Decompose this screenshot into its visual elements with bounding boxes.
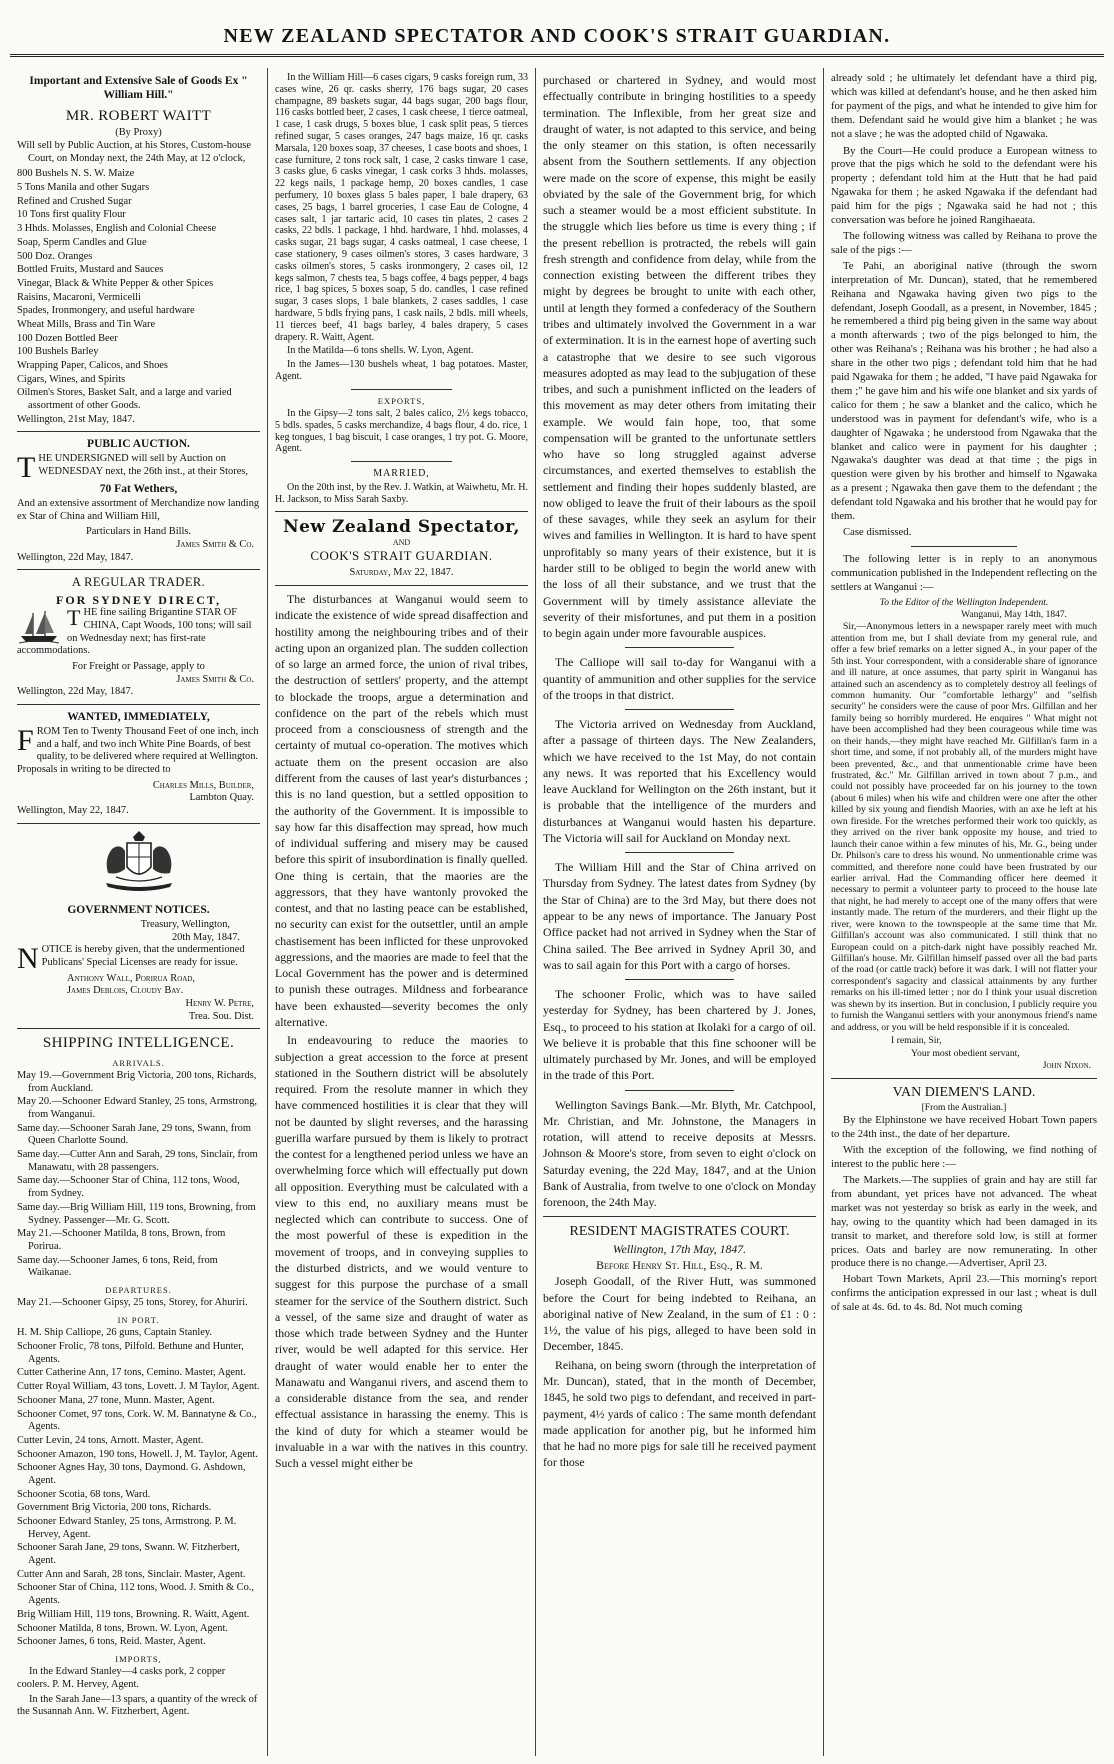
in-port-entry: Schooner Frolic, 78 tons, Pilfold. Bethune and Hunter, Agents. (17, 1341, 244, 1365)
in-port-entry: Schooner Sarah Jane, 29 tons, Swann. W. Fitzherbert, Agent. (17, 1542, 240, 1567)
dropcap: T (67, 605, 81, 631)
ship-icon (17, 609, 61, 645)
news-frolic: The schooner Frolic, which was to have sailed yesterday for Sydney, has been chartered by J. Jones, Esq., to proceed to his station at Ikolaki for a cargo of oil. We believe it is probable that this fine schooner will be ultimately purchased by Mr. Jones, and will be employed in the trade of this Port. (543, 987, 816, 1083)
vdl-from: [From the Australian.] (921, 1103, 1007, 1114)
gov-notices-name: Trea. Sou. Dist. (188, 1010, 254, 1022)
wanted-date: Wellington, May 22, 1847. (17, 805, 129, 817)
column-4 (824, 68, 1104, 1756)
in-port-entry: Cutter Catherine Ann, 17 tons, Cemino. Master, Agent. (17, 1367, 246, 1379)
arrival-entry: Same day.—Schooner Sarah Jane, 29 tons, Swann, from Queen Charlotte Sound. (17, 1122, 251, 1147)
sale-item: Refined and Crushed Sugar (17, 195, 132, 207)
sale-item: Wrapping Paper, Calicos, and Shoes (17, 360, 168, 372)
court-witness: The following witness was called by Reihana to prove the sale of the pigs :— (831, 229, 1097, 256)
court-by-the-court: By the Court—He could produce a European witness to prove that the pigs which he sold to the defendant were his property ; defendant told him at the Hutt that he had paid Ngawaka for them ; he asked Ngawaka if the defendant had paid him for the pigs ; Ngawaka said he had not ; this conversation was before he joined Rangihaeata. (831, 144, 1097, 227)
married-heading: MARRIED, (373, 468, 430, 480)
regular-trader-signature: James Smith & Co. (176, 673, 254, 685)
wanted-signature-2: Lambton Quay. (189, 792, 254, 804)
arrival-entry: Same day.—Schooner James, 6 tons, Reid, from Waikanae. (17, 1254, 218, 1279)
sale-item: Spades, Ironmongery, and useful hardware (17, 305, 195, 317)
divider (625, 852, 734, 853)
vdl-hobart: Hobart Town Markets, April 23.—This morning's report confirms the anticipation expressed in our last ; wheat is dull of sale at 4s. 6d. to 4s. 8d. Not much coming (831, 1273, 1097, 1314)
in-port-entry: Schooner Star of China, 112 tons, Wood. J. Smith & Co., Agents. (17, 1582, 254, 1607)
wanted-signature-1: Charles Mills, Builder, (152, 779, 254, 791)
departure-entry: May 21.—Schooner Gipsy, 25 tons, Storey, for Ahuriri. (17, 1297, 248, 1309)
divider (543, 1216, 816, 1217)
exports-body: In the Gipsy—2 tons salt, 2 bales calico, 2½ kegs tobacco, 5 bdls. spades, 5 casks merchandize, 4 bags flour, 4 do. rice, 1 keg tongues, 1 bag biscuit, 1 case oranges, 1 try pot. G. Moore, Agent. (275, 408, 528, 455)
divider (625, 709, 734, 710)
in-port-entry: Schooner Edward Stanley, 25 tons, Armstrong. P. M. Hervey, Agent. (17, 1516, 237, 1540)
divider (911, 546, 1017, 547)
married-body: On the 20th inst, by the Rev. J. Watkin, at Waiwhetu, Mr. H. H. Jackson, to Miss Sarah Saxby. (275, 482, 528, 506)
paper-date: Saturday, May 22, 1847. (349, 567, 454, 579)
shipping-title: SHIPPING INTELLIGENCE. (42, 1035, 235, 1052)
editorial-paragraph: In endeavouring to reduce the maories to subjection a great accession to the force at present stationed in the Southern district will be absolutely required. From the resolute manner in which they have commenced hostilities it is clear that they will not be daunted by slight reverses, and the harassing guerilla warfare pursued by them is likely to protract the contest for a lengthened period unless we have an overwhelming force which will effectually put down all opposition. Everything must be calculated with a view to this end, no auxiliary means must be neglected which can contribute to success. One of the most powerful of these is expedition in the movement of troops, and in conveying supplies to the disturbed districts, and we would venture to suggest for this purpose the purchase of a small steamer for the service of the Southern district. Such a vessel, of the same size and draught of water as those which trade between Sydney and the Hunter river, would be well adapted for this service. Her draught of water would enable her to enter the Manawatu and Wanganui rivers, and ascend them to a considerable distance from the sea, and render effectual assistance in harassing the enemy. This is the kind of duty for which a steamer would be invaluable in a war with the natives in this country. Such a vessel might either be (275, 1033, 528, 1471)
columns (10, 68, 1104, 1756)
imports-heading: IMPORTS, (115, 1653, 162, 1664)
divider (625, 647, 734, 648)
public-auction-signature: James Smith & Co. (176, 538, 254, 550)
column-3 (536, 68, 824, 1756)
wanted-title: WANTED, IMMEDIATELY, (67, 710, 210, 723)
gov-notices-name: James Deblois, Cloudy Bay. (67, 985, 184, 997)
letter-to: To the Editor of the Wellington Independent. (879, 597, 1049, 608)
sale-item: Wheat Mills, Brass and Tin Ware (17, 318, 156, 330)
divider (351, 461, 452, 462)
paper-name: New Zealand Spectator, (283, 517, 520, 538)
news-calliope: The Calliope will sail to-day for Wanganui with a quantity of ammunition and other supplies for the service of the troops in that district. (543, 655, 816, 702)
in-port-entry: Schooner Matilda, 8 tons, Brown. W. Lyon, Agent. (17, 1622, 228, 1634)
public-auction-wethers: 70 Fat Wethers, (99, 482, 178, 495)
arrival-entry: May 21.—Schooner Matilda, 8 tons, Brown, from Porirua. (17, 1228, 226, 1252)
divider (17, 431, 260, 432)
sale-proxy: (By Proxy) (115, 127, 162, 139)
court-case: Joseph Goodall, of the River Hutt, was summoned before the Court for being indebted to Reihana, an aboriginal native of New Zealand, in the sum of £1 : 0 : 1½, the value of his pigs, alleged to have been sold in December, 1845. (543, 1274, 816, 1354)
divider (17, 704, 260, 705)
arrival-entry: May 19.—Government Brig Victoria, 200 tons, Richards, from Auckland. (17, 1069, 257, 1094)
in-port-entry: Schooner Agnes Hay, 30 tons, Daymond. G. Ashdown, Agent. (17, 1462, 246, 1486)
in-port-entry: Schooner James, 6 tons, Reid. Master, Agent. (17, 1636, 206, 1648)
letter-place: Wanganui, May 14th, 1847. (961, 609, 1067, 620)
sale-item: Cigars, Wines, and Spirits (17, 373, 126, 385)
in-port-entry: Cutter Ann and Sarah, 28 tons, Sinclair. Master, Agent. (17, 1568, 246, 1580)
court-continued: already sold ; he ultimately let defendant have a third pig, which was killed at defendant's house, and he then asked him for payment of the pigs, and what he intended to give him for them. Defendant said he would give him a blanket ; he was not a slave ; he was the adopted child of Ngawaka. (831, 72, 1097, 140)
gov-notices-place-1: Treasury, Wellington, (140, 918, 230, 930)
letter-signature: John Nixon. (1042, 1060, 1091, 1072)
in-port-entry: Schooner Mana, 27 tone, Munn. Master, Agent. (17, 1394, 215, 1406)
regular-trader-body: THE fine sailing Brigantine STAR OF CHINA, Capt Woods, 100 tons; will sail on Wednesday next; has first-rate accommodations. (17, 605, 252, 657)
in-port-heading: IN PORT. (117, 1315, 160, 1326)
arrivals-heading: ARRIVALS. (112, 1057, 165, 1068)
dropcap: N (17, 942, 39, 976)
in-port-entry: Brig William Hill, 119 tons, Browning. R. Waitt, Agent. (17, 1608, 250, 1620)
public-auction-body: THE UNDERSIGNED will sell by Auction on WEDNESDAY next, the 26th inst., at their Stores, (17, 451, 248, 485)
regular-trader-date: Wellington, 22d May, 1847. (17, 686, 134, 698)
news-savings-bank: Wellington Savings Bank.—Mr. Blyth, Mr. Catchpool, Mr. Christian, and Mr. Johnstone, the Managers in rotation, will attend to receive deposits at Messrs. Johnson & Moore's store, from seven to eight o'clock on Saturday evening, the 22d May, 1847, and at the Union Bank of Australia, from twelve to one o'clock on Monday forenoon, the 24th May. (543, 1097, 816, 1210)
in-port-entry: H. M. Ship Calliope, 26 guns, Captain Stanley. (17, 1327, 213, 1339)
vdl-markets: The Markets.—The supplies of grain and hay are still far from abundant, yet prices have not advanced. The wheat market was not yesterday so brisk as early in the week, and hay, owing to the quantity which had been damaged in its transit to market, and therefore sold low, is still at former prices. Oats and barley are now remunerating. In other produce there is no change.—Advertiser, April 23. (831, 1174, 1097, 1270)
wanted-body: FROM Ten to Twenty Thousand Feet of one inch, inch and a half, and two inch White Pine Boards, of best quality, to be delivered where required at Wellington. Proposals in writing to be directed to (17, 724, 259, 776)
editorial-paragraph: The disturbances at Wanganui would seem to indicate the existence of wide spread disaffection and hostility among the neighbouring tribes and of their acting upon an organized plan. The sudden collection of so large an armed force, the union of rival tribes, the destruction of settlers' property, and the attempt to blockade the troops, argue a determination and confidence on the part of the rebels which must proceed from a consciousness of strength and the certainty of mutual co-operation. The motives which actuate them on the present occasion are also different from the causes of last year's disturbances ; this is no land question, but a settled opposition to the authority of the Government. It is impossible to say how far this disaffection may spread, how much of individual suffering and misery may be caused before this spirit of insubordination is finally quelled. One thing is certain, that the maories are the aggressors, that they have wantonly provoked the contest, and that no lasting peace can be established, no security can exist for the outsettler, until an ample chastisement has been inflicted for these unprovoked aggressions, and the maories are made to feel that the Local Government has the power and is determined to punish these outrages. Mildness and forbearance have been exhausted—severity becomes the only alternative. (275, 592, 528, 1029)
paper-guardian: COOK'S STRAIT GUARDIAN. (310, 547, 493, 563)
sale-item: 3 Hhds. Molasses, English and Colonial Cheese (17, 223, 217, 235)
news-william-hill: The William Hill and the Star of China arrived on Thursday from Sydney. The latest dates from Sydney (by the Star of China) are to the 3rd May, but there does not appear to be any news of importance. The January Post Office packet had not arrived in Sydney when the Star of China sailed. The Bee arrived in Sydney April 30, and was to sail again for this Port with a cargo of horses. (543, 860, 816, 972)
gov-notices-name: Henry W. Petre, (185, 997, 254, 1009)
public-auction-date: Wellington, 22d May, 1847. (17, 551, 134, 563)
dropcap: T (17, 451, 36, 485)
sale-title: Important and Extensive Sale of Goods Ex " William Hill." (29, 75, 248, 102)
in-port-entry: Cutter Royal William, 43 tons, Lovett. J. M Taylor, Agent. (17, 1381, 260, 1393)
court-date: Wellington, 17th May, 1847. (612, 1241, 747, 1256)
court-before: Before Henry St. Hill, Esq., R. M. (596, 1258, 763, 1273)
column-1 (10, 68, 268, 1756)
gov-notices-title: GOVERNMENT NOTICES. (67, 903, 210, 916)
in-port-entry: Schooner Amazon, 190 tons, Howell. J, M. Taylor, Agent. (17, 1448, 258, 1460)
arrival-entry: Same day.—Brig William Hill, 119 tons, Browning, from Sydney. Passenger—Mr. G. Scott. (17, 1201, 256, 1226)
gov-notices-place-2: 20th May, 1847. (171, 931, 240, 943)
sale-item: Bottled Fruits, Mustard and Sauces (17, 264, 164, 276)
sale-item: 5 Tons Manila and other Sugars (17, 182, 150, 194)
import-entry: In the Edward Stanley—4 casks pork, 2 copper coolers. P. M. Hervey, Agent. (17, 1666, 226, 1690)
vdl-intro: By the Elphinstone we have received Hobart Town papers to the 24th inst., the date of her departure. (831, 1114, 1097, 1141)
court-te-pahi: Te Pahi, an aboriginal native (through the sworn interpretation of Mr. Duncan), stated, that he remembered Reihana and Ngawaka having given two pigs to the defendant, Joseph Goodall, as a present, in November, 1845 ; he remembered a third pig being given in the same way about a month afterwards ; two of the pigs belonged to him, the other was Reihana's ; Reihana was his brother ; he had also a share in the other two pigs ; defendant told him that he had paid Ngawaka for them ; he added, "I have paid Ngawaka for them ;" he gave him and his wife one blanket and six yards of calico for them ; he saw a blanket and the calico, which he understood was in payment for defendant's wife, who is a daughter of Ngawaka ; he understood from Ngawaka that the blanket and calico were in payment for his daughter ; Ngawaka's daughter was dead at that time ; the pigs in question were given by his brother and himself to Ngawaka as a present ; Ngawaka then gave them to the defendant ; the defendant told Ngawaka and his brother that he would pay for them. (831, 259, 1097, 523)
divider (625, 1090, 734, 1091)
public-auction-title: PUBLIC AUCTION. (87, 438, 190, 451)
divider (831, 1078, 1097, 1079)
sale-item: 800 Bushels N. S. W. Maize (17, 168, 135, 180)
regular-trader-freight: For Freight or Passage, apply to (72, 660, 205, 672)
sale-item: 100 Dozen Bottled Beer (17, 332, 118, 344)
import-entry: In the Sarah Jane—13 spars, a quantity of the wreck of the Susannah Ann. W. Fitzherbert, Agent. (17, 1693, 258, 1718)
regular-trader-title: A REGULAR TRADER. (71, 575, 206, 590)
vdl-except: With the exception of the following, we find nothing of interest to the public here :— (831, 1144, 1097, 1171)
in-port-entry: Schooner Scotia, 68 tons, Ward. (17, 1488, 151, 1500)
divider (275, 585, 528, 586)
regular-trader-subtitle: FOR SYDNEY DIRECT, (55, 592, 221, 607)
gov-notices-body: NOTICE is hereby given, that the undermentioned Publicans' Special Licenses are ready for issue. (17, 942, 245, 976)
arrival-entry: Same day.—Schooner Star of China, 112 tons, Wood, from Sydney. (17, 1175, 240, 1200)
sale-item: Vinegar, Black & White Pepper & other Spices (17, 277, 214, 289)
column-2 (268, 68, 536, 1756)
arrival-entry: May 20.—Schooner Edward Stanley, 25 tons, Armstrong, from Wanganui. (17, 1096, 258, 1121)
sale-item: Raisins, Macaroni, Vermicelli (17, 291, 141, 303)
dropcap: F (17, 724, 34, 757)
sale-item: 500 Doz. Oranges (17, 250, 93, 262)
sale-items-list (17, 168, 260, 412)
court-dismissed: Case dismissed. (843, 526, 912, 538)
letter-body: Sir,—Anonymous letters in a newspaper rarely meet with much attention from me, but I shall deviate from my general rule, and offer a few brief remarks on a letter signed A., in your paper of the 5th inst. Your correspondent, with a considerable share of ignorance and ill nature, at once assumes, that party spirit in Wanganui has attained such an ascendency as to completely destroy all feelings of common humanity. Our "comfortable lethargy" and "selfish security" he considers were the cause of poor Mrs. Gilfillan and her family being so horribly murdered. He enquires " What might not have been accomplished had they been courageous while time was on their hands,—they might have reached Mr. Gilfillan's farm in a short time, and some, if not probably all, of the murders might have been prevented, &c., and that unmentionable crime have been frustrated, &c." Mr. Gilfillan arrived in town about 7 p.m., and could not possibly have proceeded far on his journey to the town (about 6 miles) when his wife and children were one after the other killed by six young and fiendish Maories, with an axe he left at his own fireside. For the wretches performed their work too quickly, as they arrived on the river bank opposite my house, and tried to launch their canoe within a few minutes of his, Mr. G., being under Dr. Philson's care to dress his wound. No unmentionable crime was committed, and therefore none could have been frustrated by our earlier arrival. Had the Commanding officer here deemed it necessary to permit a volunteer party to proceed to the house late that night, he had merely to accept one of the many offers that were instantly made. The return of the murderers, and their flight up the river, were known to the townspeople at the same time that Mr. Gilfillan's account was also communicated. I still think that no European could on a pitch-dark night have possibly reached Mr. Gilfillan's house. Mr. Gilfillan himself passed over all the bad parts of the road (or cattle track) before it was dark. I will not flatter your correspondent's sagacity and classical attainments by any further remarks on his ill-timed letter ; nor do I think your usual discretion was shewn by its insertion. But in conclusion, I publicly require you to furnish the Wanganui settlers with your anonymous friend's name and address, or you will be held responsible if it is concealed. (831, 621, 1097, 1033)
court-title: RESIDENT MAGISTRATES COURT. (569, 1223, 790, 1239)
sale-item: 100 Bushels Barley (17, 346, 99, 358)
in-port-entry: Cutter Levin, 24 tons, Arnott. Master, Agent. (17, 1434, 204, 1446)
sale-item: Soap, Sperm Candles and Glue (17, 236, 147, 248)
cargo-james: In the James—130 bushels wheat, 1 bag potatoes. Master, Agent. (275, 359, 528, 382)
sale-date: Wellington, 21st May, 1847. (17, 413, 135, 425)
royal-crest-icon (96, 829, 182, 899)
in-port-entry: Schooner Comet, 97 tons, Cork. W. M. Bannatyne & Co., Agents. (17, 1408, 257, 1433)
exports-heading: EXPORTS, (377, 395, 426, 406)
newspaper-page (10, 10, 1104, 1756)
vdl-title: VAN DIEMEN'S LAND. (892, 1084, 1036, 1100)
divider (17, 823, 260, 824)
paper-and: AND (392, 537, 411, 547)
departures-heading: DEPARTURES. (105, 1284, 172, 1295)
arrival-entry: Same day.—Cutter Ann and Sarah, 29 tons, Sinclair, from Manawatu, with 28 passengers. (17, 1149, 258, 1173)
divider (275, 511, 528, 512)
masthead-title: NEW ZEALAND SPECTATOR AND COOK'S STRAIT GUARDIAN. (10, 10, 1104, 57)
divider (351, 389, 452, 390)
letter-close-1: I remain, Sir, (891, 1035, 942, 1047)
gov-notices-name: Anthony Wall, Porirua Road, (67, 972, 195, 984)
news-victoria: The Victoria arrived on Wednesday from Auckland, after a passage of thirteen days. The New Zealanders, which we have received to the 1st May, do not contain any news. It was reported that his Excellency would leave Auckland for Wellington on the 26th instant, but it is probable that the intelligence of the murders and disturbances at Wanganui would hasten his departure. The Victoria will sail for Auckland on Monday next. (543, 717, 816, 845)
divider (625, 979, 734, 980)
letter-close-2: Your most obedient servant, (911, 1047, 1020, 1059)
public-auction-particulars: Particulars in Hand Bills. (85, 526, 192, 538)
sale-auctioneer: MR. ROBERT WAITT (65, 108, 212, 125)
court-reihana: Reihana, on being sworn (through the interpretation of Mr. Duncan), stated, that in the month of December, 1845, he sold two pigs to defendant, and received in part-payment, 4½ yards of calico : The same month defendant made application for another pig, but he informed him that he had no more pigs for sale till he received payment for those (543, 1357, 816, 1470)
in-port-entry: Government Brig Victoria, 200 tons, Richards. (17, 1502, 212, 1514)
cargo-matilda: In the Matilda—6 tons shells. W. Lyon, Agent. (287, 345, 474, 357)
sale-item: 10 Tons first quality Flour (17, 209, 126, 221)
cargo-william-hill: In the William Hill—6 cases cigars, 9 casks foreign rum, 33 cases wine, 26 qr. casks sherry, 176 bags sugar, 20 cases champagne, 89 baskets sugar, 44 bags sugar, 200 bags flour, 116 casks bottled beer, 2 cases, 1 cask cheese, 1 tierce oatmeal, 1 case, 1 cask drugs, 5 boxes blue, 1 cask split peas, 5 tierces refined sugar, 5 cases oranges, 247 bags maize, 16 qr. casks Marsala, 120 boxes soap, 37 cheeses, 1 case boots and shoes, 1 case furniture, 2 tons rock salt, 1 case, 2 casks tinware 1 case, 3 casks glue, 6 casks vinegar, 1 cask corks 3 hhds. molasses, 22 kegs nails, 1 package hemp, 20 boxes candles, 1 case perfumery, 10 boxes glass 5 bales paper, 1 bale drapery, 63 cases, 25 bags, 1 barrel groceries, 1 case Eau de Cologne, 4 cases salt, 1 jar tartaric acid, 10 cases tin plates, 2 cases 2 casks, 22 bdls. 1 package, 1 hhd. hardware, 1 hhd. molasses, 4 casks sugar, 21 bags sugar, 4 casks oatmeal, 1 case cheese, 1 case stationery, 9 cases oilmen's stores, 3 cases hardware, 3 casks oilmen's stores, 5 casks ironmongery, 2 cases oil, 12 kegs salmon, 7 chests tea, 5 bags coffee, 4 bags pepper, 4 bags rice, 1 bag spices, 5 boxes soap, 5 do. candles, 1 case refined sugar, 3 cases slops, 1 bale blankets, 2 cases saddles, 1 case hardware, 5 bdls frying pans, 1 cask nails, 2 bdls. mill wheels, 11 tierces beef, 41 bags barley, 4 bales drapery, 5 cases drapery. R. Waitt, Agent. (275, 72, 528, 343)
divider (17, 569, 260, 570)
sale-item: Oilmen's Stores, Basket Salt, and a large and varied assortment of other Goods. (17, 387, 232, 412)
editorial-continued: purchased or chartered in Sydney, and would most effectually contribute in bringing hostilities to a speedy termination. The Inflexible, from her great size and draught of water, is not adapted to this service, and being the only steamer on this station, is often necessarily absent from the Southern settlements. If any objection were made on the score of expense, this might be easily obviated by the sale of the Government brig, for which such a steamer would be a most efficient substitute. In the struggle which lies before us time is every thing ; if the present rebellion is protracted, the rebels will gain fresh strength and confidence from delay, while from the connection existing between the different tribes they might by degrees be brought to unite with each other, until at length they formed a confederacy of the Southern tribes and ultimately involved the Government in a war of extermination. It is in the earnest hope of averting such a catastrophe that we desire to see such vigorous measures adopted as may lead to the subjugation of these tribes, and such a punishment inflicted on the leaders of this movement as may deter others from imitating their example. We would fain hope, too, that some compensation will be granted to the unfortunate settlers who have so long struggled against adverse circumstances, and exerted themselves to establish the settlement and finding their hopes suddenly blasted, are now obliged to leave the fruit of their labours as the spoil of these savages, while they seek an asylum for their wives and families in Wellington. It is hard to have spent unprofitably so many years of their existence, but it is harder still to be obliged to begin the world anew with the loss of all their substance, and we trust that the Government will by timely assistance alleviate the severity of their misfortunes, and put them in a position to begin again under more favourable auspices. (543, 73, 816, 641)
sale-intro: Will sell by Public Auction, at his Stores, Custom-house Court, on Monday next, the 24th May, at 12 o'clock, (17, 140, 251, 164)
public-auction-body-2: And an extensive assortment of Merchandize now landing ex Star of China and William Hill, (17, 497, 260, 522)
letter-intro: The following letter is in reply to an anonymous communication published in the Independent reflecting on the settlers at Wanganui :— (831, 552, 1097, 593)
divider (17, 1028, 260, 1029)
